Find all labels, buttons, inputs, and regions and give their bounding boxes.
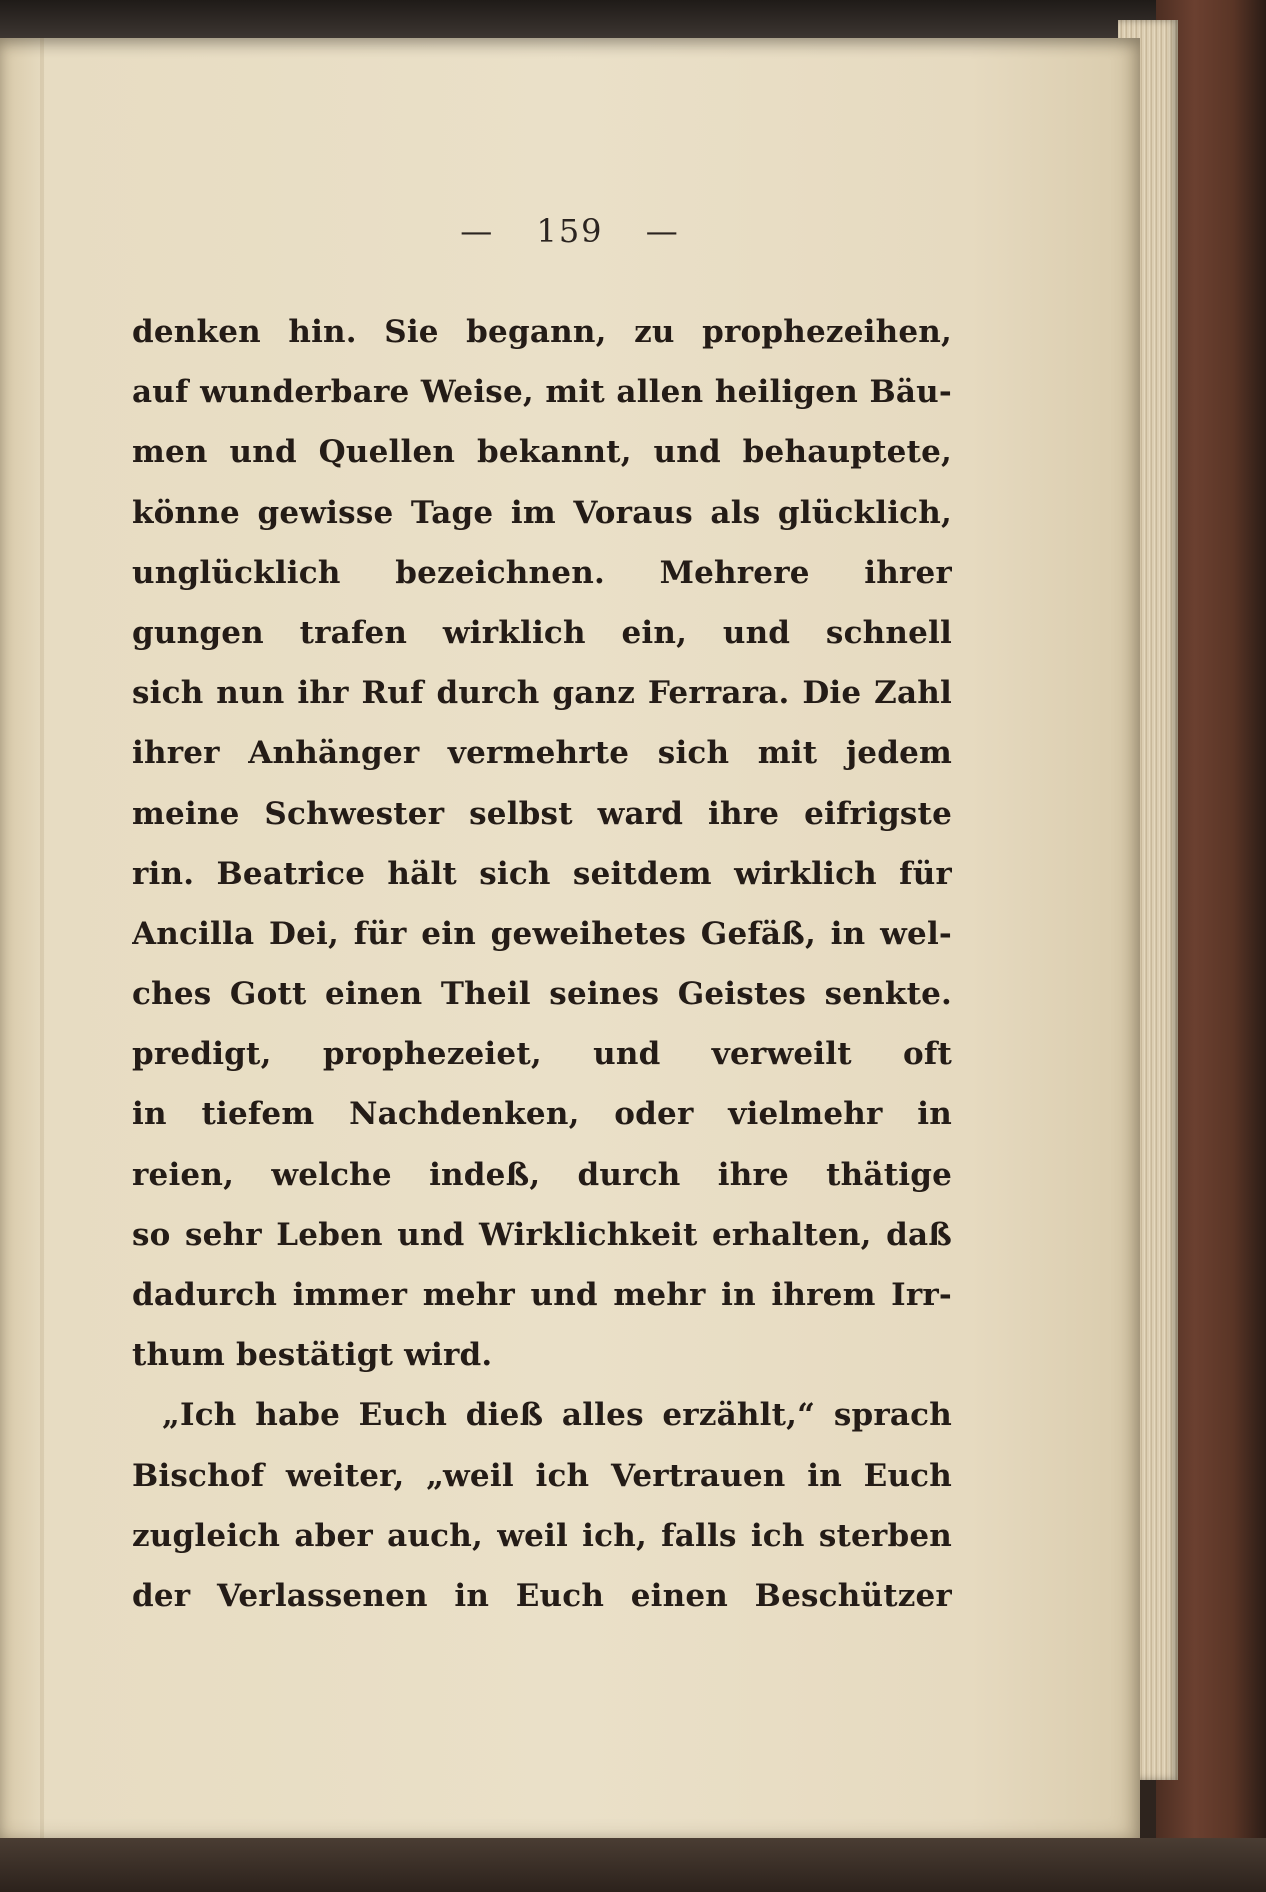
text-line: men und Quellen bekannt, und behauptete, — [132, 434, 952, 471]
text-line: ches Gott einen Theil seines Geistes senkte. — [132, 976, 952, 1013]
header-dash-left: — — [460, 212, 495, 250]
text-line: sich nun ihr Ruf durch ganz Ferrara. Die Zahl — [132, 675, 952, 712]
page-number: 159 — [536, 212, 604, 250]
text-line: denken hin. Sie begann, zu prophezeihen, — [132, 314, 952, 350]
text-line: predigt, prophezeiet, und verweilt oft — [132, 1036, 952, 1073]
text-line: meine Schwester selbst ward ihre eifrigste — [132, 795, 952, 832]
text-line: rin. Beatrice hält sich seitdem wirklich für — [132, 855, 952, 892]
text-line: Bischof weiter, „weil ich Vertrauen in Euch — [132, 1457, 952, 1494]
text-line: ihrer Anhänger vermehrte sich mit jedem — [132, 735, 952, 772]
text-line: in tiefem Nachdenken, oder vielmehr in — [132, 1096, 952, 1133]
text-line: zugleich aber auch, weil ich, falls ich sterben — [132, 1517, 952, 1554]
header-dash-right: — — [645, 212, 680, 250]
page-crease — [40, 38, 44, 1838]
text-line: unglücklich bezeichnen. Mehrere ihrer — [132, 554, 952, 591]
text-line: Ancilla Dei, für ein geweihetes Gefäß, in wel- — [132, 915, 952, 952]
text-line: könne gewisse Tage im Voraus als glücklich, — [132, 494, 952, 531]
text-line: so sehr Leben und Wirklichkeit erhalten, daß — [132, 1216, 952, 1253]
text-line: gungen trafen wirklich ein, und schnell — [132, 614, 952, 651]
text-line: auf wunderbare Weise, mit allen heiligen Bäu- — [132, 374, 952, 411]
text-line: „Ich habe Euch dieß alles erzählt,“ sprach — [162, 1397, 952, 1434]
text-line: thum bestätigt wird. — [132, 1337, 493, 1374]
body-text — [132, 302, 952, 1626]
page-header — [0, 212, 1140, 252]
text-line: reien, welche indeß, durch ihre thätige — [132, 1156, 952, 1193]
book-bottom-edge — [0, 1838, 1266, 1892]
text-line: der Verlassenen in Euch einen Beschützer — [132, 1577, 952, 1614]
text-line: dadurch immer mehr und mehr in ihrem Irr- — [132, 1277, 952, 1313]
